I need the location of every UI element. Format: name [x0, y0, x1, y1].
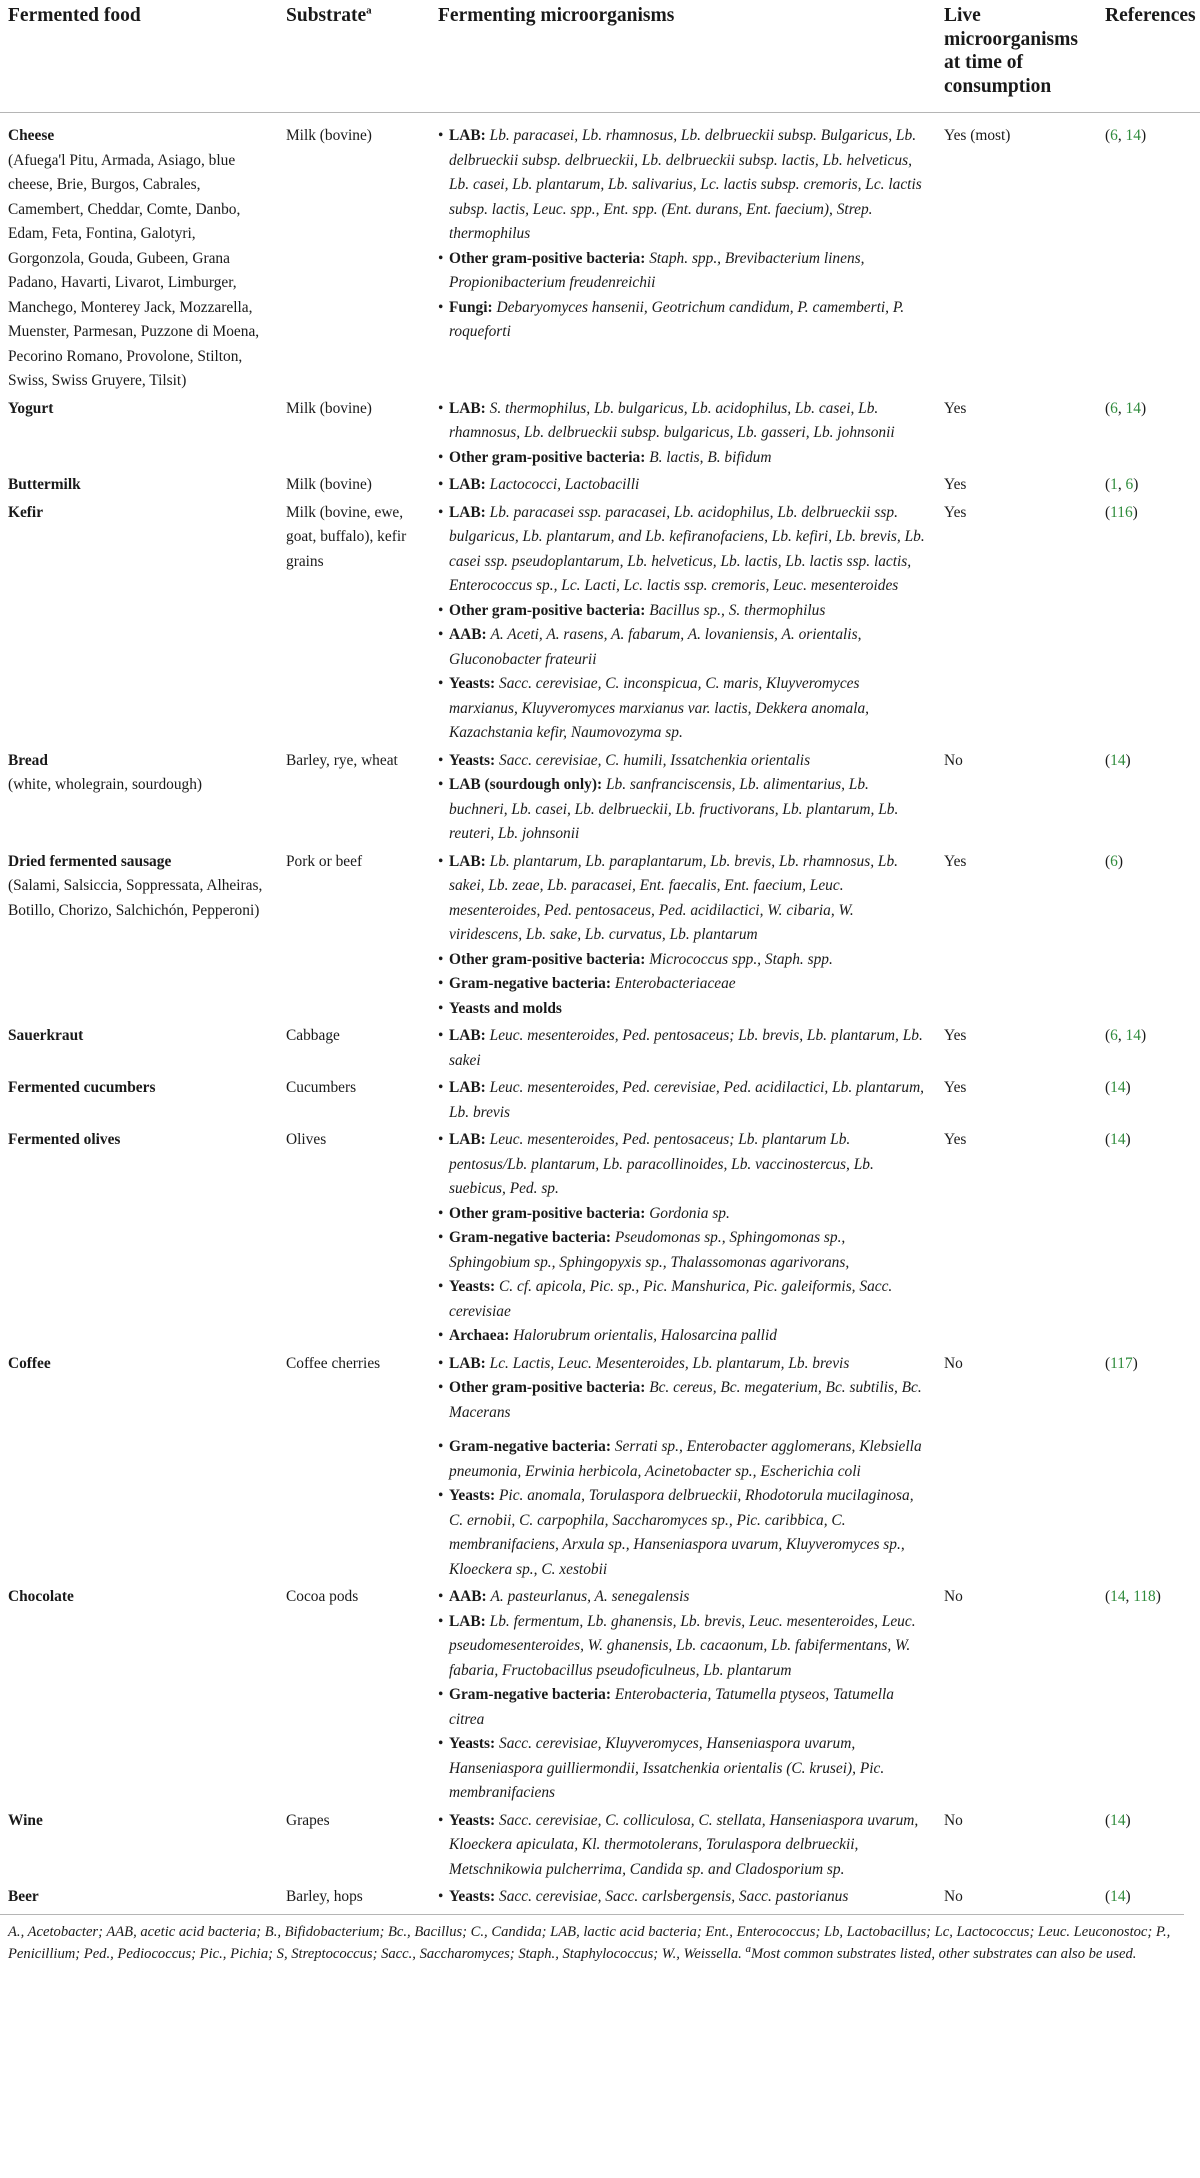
footnote-marker: a — [745, 1942, 751, 1955]
group-label: AAB: — [449, 1588, 487, 1605]
microorganism-group — [438, 1076, 930, 1125]
group-organisms: Enterobacteria, Tatumella ptyseos, Tatumella citrea — [449, 1686, 895, 1728]
cell-live-microorganisms: No — [944, 1811, 963, 1829]
microorganism-list — [438, 1128, 930, 1349]
reference-link[interactable]: 14 — [1110, 1079, 1126, 1096]
cell-microorganisms — [430, 1351, 936, 1585]
group-organisms: Lb. sanfranciscensis, Lb. alimentarius, Lb. buchneri, Lb. casei, Lb. delbrueckii, Lb. fructivorans, Lb. plantarum, Lb. reuteri, Lb. johnsonii — [449, 776, 899, 842]
cell-fermented-food — [0, 1351, 278, 1585]
cell-substrate: Milk (bovine, ewe, goat, buffalo), kefir grains — [286, 503, 407, 570]
microorganism-group — [438, 850, 930, 948]
group-label: Yeasts: — [449, 751, 496, 769]
group-label: Other gram-positive bacteria: — [449, 1204, 646, 1222]
cell-live-microorganisms: Yes — [944, 1131, 967, 1148]
table-row — [0, 472, 1200, 500]
group-label: Other gram-positive bacteria: — [449, 950, 646, 968]
food-name: Fermented cucumbers — [8, 1079, 156, 1096]
microorganism-group — [438, 1275, 930, 1324]
cell-substrate: Cucumbers — [286, 1079, 357, 1096]
microorganism-group — [438, 749, 930, 774]
food-name: Buttermilk — [8, 476, 81, 493]
cell-references: (14) — [1105, 1131, 1131, 1148]
cell-live-microorganisms: Yes — [944, 1027, 967, 1044]
cell-microorganisms — [430, 500, 936, 748]
group-organisms: A. Aceti, A. rasens, A. fabarum, A. lovaniensis, A. orientalis, Gluconobacter frateurii — [449, 626, 862, 668]
table-row — [0, 1075, 1200, 1127]
microorganism-group — [438, 1585, 930, 1610]
cell-references: (117) — [1105, 1354, 1138, 1372]
group-label: Other gram-positive bacteria: — [449, 448, 646, 466]
group-organisms: Staph. spp., Brevibacterium linens, Propionibacterium freudenreichii — [449, 249, 865, 291]
cell-microorganisms — [430, 1075, 936, 1127]
table-row — [0, 1127, 1200, 1351]
microorganism-group — [438, 672, 930, 746]
group-label: Gram-negative bacteria: — [449, 1229, 611, 1246]
table-row — [0, 396, 1200, 473]
group-label: LAB: — [449, 852, 486, 870]
reference-link[interactable]: 6 — [1110, 127, 1118, 144]
food-examples: (Afuega'l Pitu, Armada, Asiago, blue cheese, Brie, Burgos, Cabrales, Camembert, Cheddar, Comte, Danbo, Edam, Feta, Fontina, Galotyri, Gorgonzola, Gouda, Gubeen, Grana Padano, Havarti, Livarot, Limburger, Manchego, Monterey Jack, Mozzarella, Muenster, Parmesan, Puzzone di Moena, Pecorino Romano, Provolone, Stilton, Swiss, Swiss Gruyere, Tilsit) — [8, 151, 260, 389]
microorganism-group — [438, 1809, 930, 1883]
microorganism-group — [438, 997, 930, 1022]
cell-microorganisms — [430, 1584, 936, 1808]
reference-link[interactable]: 14 — [1110, 1588, 1126, 1605]
microorganism-group — [438, 1885, 930, 1910]
group-organisms: Leuc. mesenteroides, Ped. cerevisiae, Ped. acidilactici, Lb. plantarum, Lb. brevis — [449, 1079, 925, 1121]
cell-references: (6) — [1105, 852, 1123, 870]
cell-live-microorganisms: Yes — [944, 1079, 967, 1096]
reference-link[interactable]: 14 — [1125, 1027, 1141, 1044]
cell-live-microorganisms: Yes — [944, 476, 967, 493]
microorganism-list — [438, 1809, 930, 1883]
microorganism-group — [438, 296, 930, 345]
cell-substrate: Pork or beef — [286, 852, 363, 870]
group-label: LAB: — [449, 1027, 486, 1044]
microorganism-group — [438, 124, 930, 247]
group-label: Yeasts: — [449, 1811, 496, 1829]
reference-link[interactable]: 14 — [1110, 1131, 1126, 1148]
group-label: LAB: — [449, 1079, 486, 1096]
table-row — [0, 748, 1200, 849]
microorganism-group — [438, 446, 930, 471]
cell-live-microorganisms: No — [944, 1354, 963, 1372]
cell-live-microorganisms: Yes (most) — [944, 127, 1011, 144]
microorganism-group — [438, 1226, 930, 1275]
cell-references: (6, 14) — [1105, 399, 1147, 417]
food-name: Kefir — [8, 503, 44, 521]
cell-references: (14) — [1105, 1811, 1131, 1829]
group-organisms: Sacc. cerevisiae, Kluyveromyces, Hanseniaspora uvarum, Hanseniaspora guilliermondii, Issatchenkia orientalis (C. krusei), Pic. membranifaciens — [449, 1735, 885, 1801]
microorganism-group — [438, 1024, 930, 1073]
group-label: Other gram-positive bacteria: — [449, 249, 646, 267]
group-organisms: Leuc. mesenteroides, Ped. pentosaceus; Lb. plantarum Lb. pentosus/Lb. plantarum, Lb. paracollinoides, Lb. vaccinostercus, Lb. suebicus, Ped. sp. — [449, 1131, 874, 1197]
microorganism-list — [438, 850, 930, 1022]
food-examples: (Salami, Salsiccia, Soppressata, Alheiras, Botillo, Chorizo, Salchichón, Pepperoni) — [8, 877, 263, 919]
table-footnote — [0, 1914, 1184, 1965]
reference-link[interactable]: 14 — [1125, 399, 1141, 417]
cell-substrate: Olives — [286, 1131, 327, 1148]
table-row — [0, 1023, 1200, 1075]
microorganism-group — [438, 1202, 930, 1227]
cell-microorganisms — [430, 748, 936, 849]
group-organisms: Leuc. mesenteroides, Ped. pentosaceus; Lb. brevis, Lb. plantarum, Lb. sakei — [449, 1027, 923, 1069]
food-name: Yogurt — [8, 399, 54, 417]
cell-substrate: Coffee cherries — [286, 1354, 381, 1372]
microorganism-group — [438, 1484, 930, 1582]
group-organisms: Enterobacteriaceae — [614, 975, 736, 992]
group-label: Gram-negative bacteria: — [449, 1438, 611, 1455]
group-label: LAB (sourdough only): — [449, 776, 603, 793]
cell-references: (14) — [1105, 1079, 1131, 1096]
table-row — [0, 1884, 1200, 1912]
cell-substrate: Milk (bovine) — [286, 127, 372, 144]
reference-link[interactable]: 6 — [1110, 399, 1118, 417]
group-organisms: Sacc. cerevisiae, C. colliculosa, C. stellata, Hanseniaspora uvarum, Kloeckera apiculata, Kl. thermotolerans, Torulaspora delbrueckii, Metschnikowia pulcherrima, Candida sp. and Cladosporium sp. — [449, 1811, 919, 1878]
food-name: Cheese — [8, 127, 55, 144]
group-organisms: Micrococcus spp., Staph. spp. — [649, 950, 833, 968]
cell-microorganisms — [430, 472, 936, 500]
reference-link[interactable]: 6 — [1110, 852, 1118, 870]
group-label: Fungi: — [449, 298, 493, 316]
cell-fermented-food — [0, 1808, 278, 1885]
group-organisms: Lb. fermentum, Lb. ghanensis, Lb. brevis, Leuc. mesenteroides, Leuc. pseudomesenteroides, W. ghanensis, Lb. cacaonum, Lb. fabifermentans, W. fabaria, Fructobacillus pseudoficulneus, Lb. plantarum — [449, 1612, 916, 1679]
cell-live-microorganisms: Yes — [944, 503, 967, 521]
food-name: Dried fermented sausage — [8, 852, 172, 870]
cell-microorganisms — [430, 1808, 936, 1885]
food-name: Sauerkraut — [8, 1027, 84, 1044]
cell-microorganisms — [430, 1127, 936, 1351]
reference-link[interactable]: 14 — [1110, 1888, 1126, 1905]
microorganism-list — [438, 473, 930, 498]
group-organisms: Serrati sp., Enterobacter agglomerans, Klebsiella pneumonia, Erwinia herbicola, Acinetobacter sp., Escherichia coli — [449, 1438, 922, 1480]
food-name: Bread — [8, 751, 48, 769]
reference-link[interactable]: 118 — [1133, 1588, 1156, 1605]
microorganism-list — [438, 1352, 930, 1583]
group-organisms: Sacc. cerevisiae, C. inconspicua, C. maris, Kluyveromyces marxianus, Kluyveromyces marxianus var. lactis, Dekkera anomala, Kazachstania kefir, Naumovozyma sp. — [449, 675, 870, 741]
microorganism-group — [438, 599, 930, 624]
group-label: LAB: — [449, 127, 486, 144]
cell-references: (14) — [1105, 751, 1131, 769]
group-label: Gram-negative bacteria: — [449, 975, 611, 992]
header-references: References — [1105, 5, 1196, 26]
microorganism-group — [438, 948, 930, 973]
cell-fermented-food — [0, 1075, 278, 1127]
reference-link[interactable]: 14 — [1110, 751, 1126, 769]
microorganism-group — [438, 247, 930, 296]
group-organisms: Pic. anomala, Torulaspora delbrueckii, Rhodotorula mucilaginosa, C. ernobii, C. carpophila, Saccharomyces sp., Pic. caribbica, C. membranifaciens, Arxula sp., Hanseniaspora uvarum, Kluyveromyces sp., Kloeckera sp., C. xestobii — [449, 1487, 914, 1578]
footnote-note: Most common substrates listed, other substrates can also be used. — [750, 1945, 1137, 1962]
cell-references: (1, 6) — [1105, 476, 1139, 493]
reference-link[interactable]: 6 — [1110, 1027, 1118, 1044]
group-organisms: Lb. paracasei ssp. paracasei, Lb. acidophilus, Lb. delbrueckii ssp. bulgaricus, Lb. plantarum, and Lb. kefiranofaciens, Lb. kefiri, Lb. brevis, Lb. casei ssp. pseudoplantarum, Lb. helveticus, Lb. lactis, Lb. lactis ssp. lactis, Enterococcus sp., Lc. Lacti, Lc. lactis ssp. cremoris, Leuc. mesenteroides — [449, 503, 925, 594]
reference-link[interactable]: 14 — [1110, 1811, 1126, 1829]
group-label: LAB: — [449, 1612, 486, 1630]
group-label: Other gram-positive bacteria: — [449, 601, 646, 619]
microorganism-group — [438, 972, 930, 997]
header-substrate: Substrate$^a$ — [286, 4, 372, 26]
microorganism-group — [438, 501, 930, 599]
cell-fermented-food — [0, 1884, 278, 1912]
group-organisms: Sacc. cerevisiae, Sacc. carlsbergensis, Sacc. pastorianus — [499, 1888, 849, 1905]
microorganism-list — [438, 1076, 930, 1125]
cell-fermented-food — [0, 113, 278, 396]
microorganism-group — [438, 773, 930, 847]
cell-references: (6, 14) — [1105, 127, 1147, 144]
group-organisms: C. cf. apicola, Pic. sp., Pic. Manshurica, Pic. galeiformis, Sacc. cerevisiae — [449, 1278, 893, 1320]
cell-fermented-food — [0, 396, 278, 473]
group-organisms: B. lactis, B. bifidum — [649, 448, 772, 466]
cell-substrate: Cabbage — [286, 1027, 340, 1044]
cell-substrate: Grapes — [286, 1811, 330, 1829]
table-row — [0, 1584, 1200, 1808]
cell-microorganisms — [430, 396, 936, 473]
cell-live-microorganisms: Yes — [944, 852, 967, 870]
group-organisms: Lc. Lactis, Leuc. Mesenteroides, Lb. plantarum, Lb. brevis — [489, 1354, 850, 1372]
microorganism-list — [438, 1024, 930, 1073]
cell-references: (14) — [1105, 1888, 1131, 1905]
group-label: Yeasts: — [449, 1735, 496, 1752]
microorganism-group — [438, 623, 930, 672]
cell-live-microorganisms: No — [944, 1888, 963, 1905]
microorganism-group — [438, 1683, 930, 1732]
food-examples: (white, wholegrain, sourdough) — [8, 776, 203, 793]
cell-microorganisms — [430, 113, 936, 396]
group-organisms: Sacc. cerevisiae, C. humili, Issatchenkia orientalis — [499, 751, 811, 769]
microorganism-list — [438, 124, 930, 345]
cell-fermented-food — [0, 472, 278, 500]
footnote-abbreviations: A., Acetobacter; AAB, acetic acid bacteria; B., Bifidobacterium; Bc., Bacillus; C., Candida; LAB, lactic acid bacteria; Ent., Enterococcus; Lb, Lactobacillus; Lc, Lactococcus; Leuc. Leuconostoc; P., Penicillium; Ped., Pediococcus; Pic., Pichia; S, Streptococcus; Sacc., Saccharomyces; Staph., Staphylococcus; W., Weissella. — [8, 1923, 1171, 1962]
cell-live-microorganisms: No — [944, 751, 963, 769]
cell-live-microorganisms: No — [944, 1588, 963, 1605]
food-name: Beer — [8, 1888, 39, 1905]
group-label: LAB: — [449, 503, 486, 521]
group-organisms: Pseudomonas sp., Sphingomonas sp., Sphingobium sp., Sphingopyxis sp., Thalassomonas agarivorans, — [449, 1229, 850, 1271]
cell-fermented-food — [0, 748, 278, 849]
group-label: Yeasts: — [449, 675, 496, 692]
cell-microorganisms — [430, 1884, 936, 1912]
reference-link[interactable]: 1 — [1110, 476, 1118, 493]
cell-live-microorganisms: Yes — [944, 399, 967, 417]
table-row — [0, 500, 1200, 748]
table-row — [0, 1351, 1200, 1585]
group-organisms: Lb. paracasei, Lb. rhamnosus, Lb. delbrueckii subsp. Bulgaricus, Lb. delbrueckii subsp. delbrueckii, Lb. delbrueckii subsp. lactis, Lb. helveticus, Lb. casei, Lb. plantarum, Lb. salivarius, Lc. lactis subsp. cremoris, Lc. lactis subsp. lactis, Leuc. spp., Ent. spp. (Ent. durans, Ent. faecium), Strep. thermophilus — [449, 127, 922, 242]
group-label: Gram-negative bacteria: — [449, 1686, 611, 1703]
cell-substrate: Milk (bovine) — [286, 399, 372, 417]
group-label: Yeasts: — [449, 1278, 496, 1295]
cell-substrate: Barley, rye, wheat — [286, 751, 398, 769]
group-organisms: Debaryomyces hansenii, Geotrichum candidum, P. camemberti, P. roqueforti — [449, 298, 905, 340]
food-name: Chocolate — [8, 1588, 74, 1605]
cell-fermented-food — [0, 500, 278, 748]
cell-references: (14, 118) — [1105, 1588, 1161, 1605]
microorganism-group — [438, 473, 930, 498]
reference-link[interactable]: 117 — [1110, 1354, 1133, 1372]
group-organisms: Bacillus sp., S. thermophilus — [649, 601, 826, 619]
microorganism-group — [438, 1324, 930, 1349]
reference-link[interactable]: 116 — [1110, 503, 1133, 521]
group-label: Archaea: — [449, 1327, 510, 1344]
food-name: Fermented olives — [8, 1131, 121, 1148]
group-label: LAB: — [449, 399, 486, 417]
group-label: LAB: — [449, 1354, 486, 1372]
cell-substrate: Milk (bovine) — [286, 476, 372, 493]
group-organisms: S. thermophilus, Lb. bulgaricus, Lb. acidophilus, Lb. casei, Lb. rhamnosus, Lb. delbrueckii subsp. bulgaricus, Lb. gasseri, Lb. johnsonii — [449, 399, 895, 441]
microorganism-list — [438, 1885, 930, 1910]
group-label: Yeasts and molds — [449, 999, 562, 1017]
header-live: Live microorganisms at time of consumption — [944, 5, 1078, 97]
cell-fermented-food — [0, 1023, 278, 1075]
group-label: LAB: — [449, 1131, 486, 1148]
table-row — [0, 849, 1200, 1024]
header-microorganisms: Fermenting microorganisms — [438, 5, 675, 26]
cell-references: (6, 14) — [1105, 1027, 1147, 1044]
group-organisms: A. pasteurlanus, A. senegalensis — [490, 1588, 690, 1605]
microorganism-group — [438, 1352, 930, 1377]
group-organisms: Lactococci, Lactobacilli — [489, 476, 640, 493]
microorganism-list — [438, 501, 930, 746]
cell-substrate: Barley, hops — [286, 1888, 363, 1905]
group-label: LAB: — [449, 476, 486, 493]
header-row — [0, 0, 1200, 113]
cell-microorganisms — [430, 1023, 936, 1075]
group-label: Other gram-positive bacteria: — [449, 1379, 646, 1396]
microorganism-list — [438, 1585, 930, 1806]
microorganism-group — [438, 1376, 930, 1425]
table-body — [0, 113, 1200, 1912]
cell-fermented-food — [0, 849, 278, 1024]
group-label: Yeasts: — [449, 1487, 496, 1504]
cell-fermented-food — [0, 1584, 278, 1808]
group-organisms: Bc. cereus, Bc. megaterium, Bc. subtilis, Bc. Macerans — [449, 1379, 922, 1421]
cell-substrate: Cocoa pods — [286, 1588, 359, 1605]
food-name: Wine — [8, 1811, 43, 1829]
microorganism-group — [438, 1128, 930, 1202]
reference-link[interactable]: 6 — [1125, 476, 1134, 493]
table-row — [0, 113, 1200, 396]
group-organisms: Halorubrum orientalis, Halosarcina pallid — [513, 1327, 777, 1344]
microorganism-group — [438, 1435, 930, 1484]
group-label: AAB: — [449, 626, 487, 643]
microorganism-group — [438, 397, 930, 446]
microorganism-group — [438, 1732, 930, 1806]
reference-link[interactable]: 14 — [1125, 127, 1141, 144]
table-row — [0, 1808, 1200, 1885]
microorganism-list — [438, 397, 930, 471]
microorganism-list — [438, 749, 930, 847]
group-label: Yeasts: — [449, 1888, 496, 1905]
cell-fermented-food — [0, 1127, 278, 1351]
header-food: Fermented food — [8, 5, 141, 26]
microorganism-group — [438, 1610, 930, 1684]
food-name: Coffee — [8, 1354, 51, 1372]
group-organisms: Gordonia sp. — [649, 1204, 730, 1222]
cell-microorganisms — [430, 849, 936, 1024]
cell-references: (116) — [1105, 503, 1138, 521]
group-organisms: Lb. plantarum, Lb. paraplantarum, Lb. brevis, Lb. rhamnosus, Lb. sakei, Lb. zeae, Lb. paracasei, Ent. faecalis, Ent. faecium, Leuc. mesenteroides, Ped. pentosaceus, Ped. acidilactici, W. cibaria, W. viridescens, Lb. sake, Lb. curvatus, Lb. plantarum — [449, 852, 898, 943]
